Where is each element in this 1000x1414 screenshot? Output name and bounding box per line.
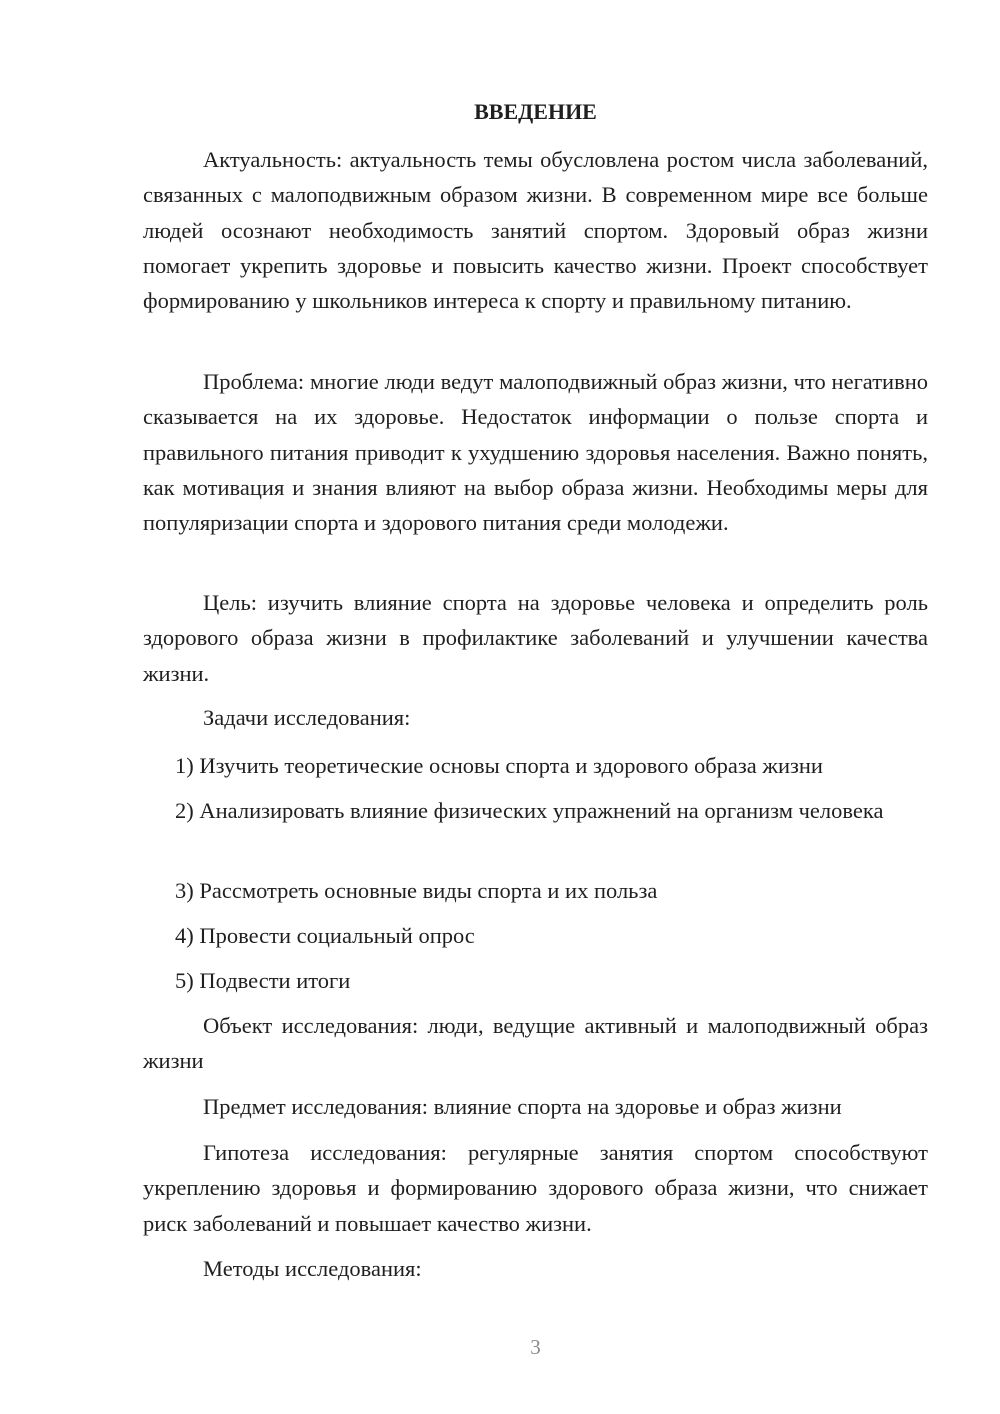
section-title: ВВЕДЕНИЕ: [474, 99, 597, 124]
task-item-5: 5) Подвести итоги: [175, 968, 351, 993]
subject-paragraph: Предмет исследования: влияние спорта на здоровье и образ жизни: [203, 1094, 842, 1119]
tasks-heading: Задачи исследования:: [203, 705, 411, 730]
methods-heading: Методы исследования:: [203, 1256, 422, 1281]
task-item-1: 1) Изучить теоретические основы спорта и здорового образа жизни: [175, 753, 823, 778]
task-item-3: 3) Рассмотреть основные виды спорта и их польза: [175, 878, 658, 903]
task-item-4: 4) Провести социальный опрос: [175, 923, 475, 948]
goal-paragraph: Цель: изучить влияние спорта на здоровье человека и определить роль здорового образа жизни в профилактике заболеваний и улучшении качества жизни.: [143, 590, 928, 686]
problem-paragraph: Проблема: многие люди ведут малоподвижный образ жизни, что негативно сказывается на их здоровье. Недостаток информации о пользе спорта и правильного питания приводит к ухудшению здоровья населения. Важно понять, как мотивация и знания влияют на выбор образа жизни. Необходимы меры для популяризации спорта и здорового питания среди молодежи.: [143, 369, 928, 536]
relevance-paragraph: Актуальность: актуальность темы обусловлена ростом числа заболеваний, связанных с малоподвижным образом жизни. В современном мире все больше людей осознают необходимость занятий спортом. Здоровый образ жизни помогает укрепить здоровье и повысить качество жизни. Проект способствует формированию у школьников интереса к спорту и правильному питанию.: [143, 147, 928, 314]
object-paragraph: Объект исследования: люди, ведущие активный и малоподвижный образ жизни: [143, 1013, 928, 1074]
task-item-2: 2) Анализировать влияние физических упражнений на организм человека: [175, 798, 884, 823]
hypothesis-paragraph: Гипотеза исследования: регулярные занятия спортом способствуют укреплению здоровья и формированию здорового образа жизни, что снижает риск заболеваний и повышает качество жизни.: [143, 1140, 928, 1236]
page-number: 3: [530, 1335, 541, 1359]
